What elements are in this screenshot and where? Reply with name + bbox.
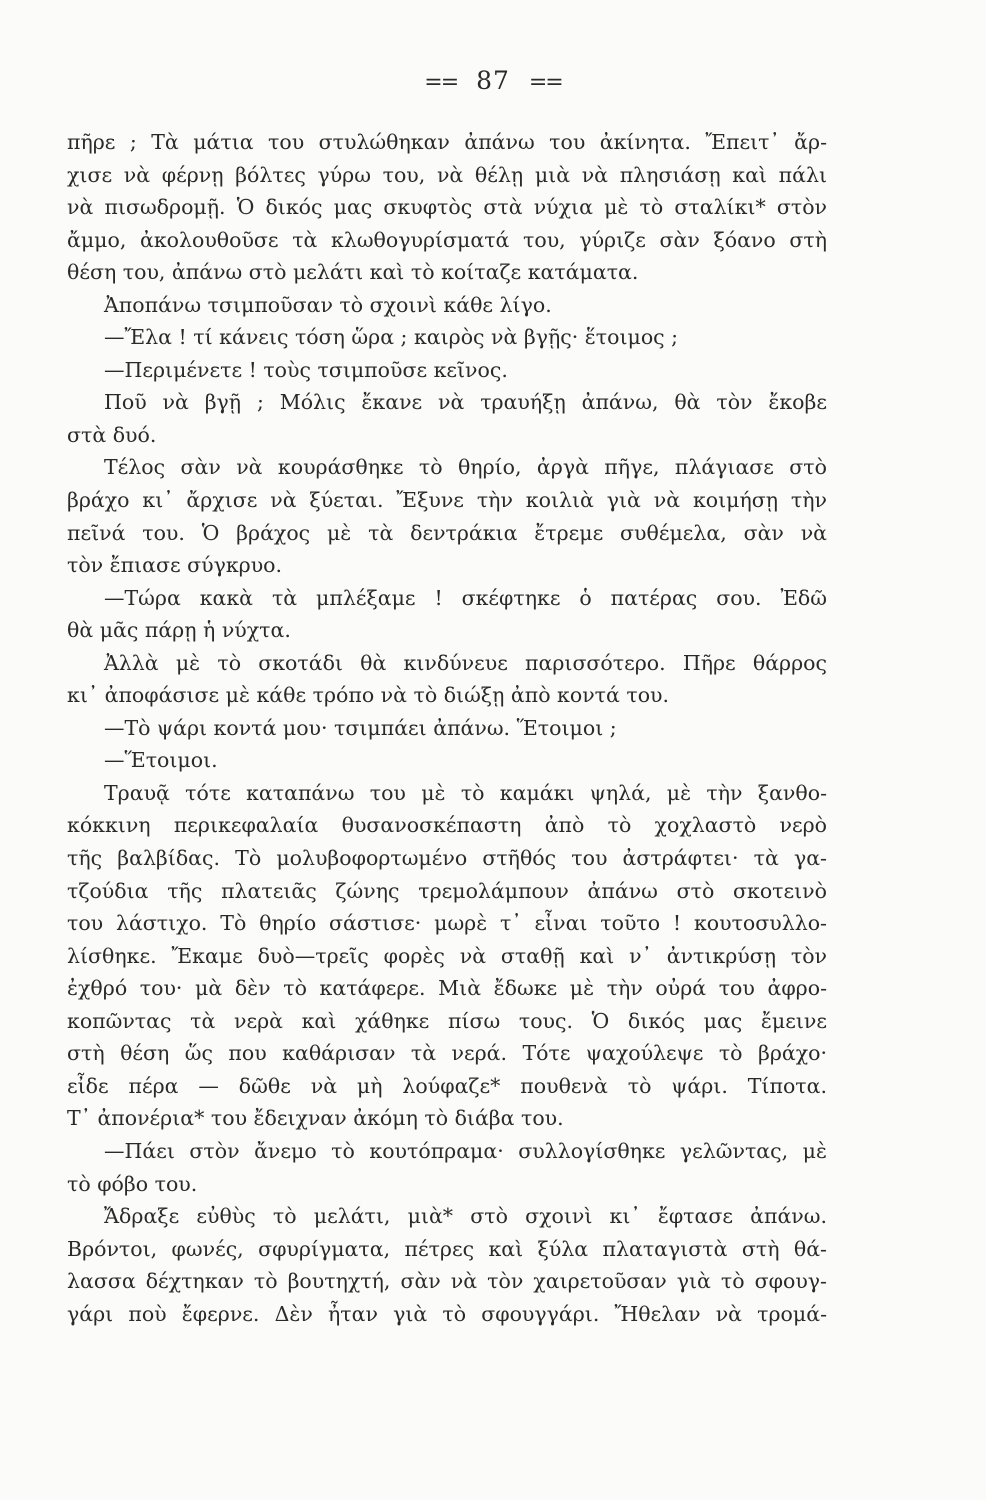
text-line: λασσα δέχτηκαν τὸ βουτηχτή, σὰν νὰ τὸν χαιρετοῦσαν γιὰ τὸ σφουγ-	[67, 1269, 827, 1294]
text-line: Ἄδραξε εὐθὺς τὸ μελάτι, μιὰ* στὸ σχοινὶ κι᾿ ἔφτασε ἀπάνω.	[104, 1204, 827, 1229]
text-line: ἄμμο, ἀκολουθοῦσε τὰ κλωθογυρίσματά του, γύριζε σὰν ξόανο στὴ	[67, 227, 827, 252]
text-line: κοπῶντας τὰ νερὰ καὶ χάθηκε πίσω τους. Ὁ δικός μας ἔμεινε	[67, 1008, 827, 1033]
right-ornament: ==	[528, 70, 562, 95]
text-line: τῆς βαλβίδας. Τὸ μολυβοφορτωμένο στῆθός του ἀστράφτει· τὰ γα-	[67, 846, 827, 871]
text-line: ἐχθρό του· μὰ δὲν τὸ κατάφερε. Μιὰ ἔδωκε μὲ τὴν οὐρά του ἀφρο-	[67, 976, 827, 1001]
left-ornament: ==	[424, 70, 458, 95]
text-line: Τραυᾷ τότε καταπάνω του μὲ τὸ καμάκι ψηλά, μὲ τὴν ξανθο-	[104, 780, 827, 805]
text-line: του λάστιχο. Τὸ θηρίο σάστισε· μωρὲ τ᾿ εἶναι τοῦτο ! κουτοσυλλο-	[67, 911, 827, 936]
text-line: πῆρε ; Τὰ μάτια του στυλώθηκαν ἀπάνω του ἀκίνητα. Ἔπειτ᾿ ἄρ-	[67, 130, 827, 154]
text-line: —Περιμένετε ! τοὺς τσιμποῦσε κεῖνος.	[104, 357, 508, 382]
text-line: χισε νὰ φέρνῃ βόλτες γύρω του, νὰ θέλῃ μιὰ νὰ πλησιάσῃ καὶ πάλι	[67, 162, 827, 187]
text-line: στὰ δυό.	[67, 422, 157, 447]
text-line: γάρι ποὺ ἔφερνε. Δὲν ἦταν γιὰ τὸ σφουγγάρι. Ἤθελαν νὰ τρομά-	[67, 1301, 827, 1326]
text-line: Ποῦ νὰ βγῇ ; Μόλις ἔκανε νὰ τραυήξῃ ἀπάνω, θὰ τὸν ἔκοβε	[104, 390, 827, 415]
body-text	[67, 126, 827, 1330]
text-line: —Τώρα κακὰ τὰ μπλέξαμε ! σκέφτηκε ὁ πατέρας σου. Ἐδῶ	[104, 585, 827, 610]
text-line: —Τὸ ψάρι κοντά μου· τσιμπάει ἀπάνω. Ἕτοιμοι ;	[104, 715, 617, 740]
page-number	[0, 66, 986, 95]
text-line: Βρόντοι, φωνές, σφυρίγματα, πέτρες καὶ ξύλα πλαταγιστὰ στὴ θά-	[67, 1236, 827, 1261]
text-line: τὸν ἔπιασε σύγκρυο.	[67, 553, 283, 578]
text-line: νὰ πισωδρομῇ. Ὁ δικός μας σκυφτὸς στὰ νύχια μὲ τὸ σταλίκι* στὸν	[67, 195, 827, 220]
text-line: βράχο κι᾿ ἄρχισε νὰ ξύεται. Ἔξυνε τὴν κοιλιὰ γιὰ νὰ κοιμήσῃ τὴν	[67, 488, 827, 513]
text-line: θέση του, ἀπάνω στὸ μελάτι καὶ τὸ κοίταζε κατάματα.	[67, 260, 639, 285]
text-line: —Ἔλα ! τί κάνεις τόση ὥρα ; καιρὸς νὰ βγῇς· ἕτοιμος ;	[104, 325, 679, 350]
text-line: Τέλος σὰν νὰ κουράσθηκε τὸ θηρίο, ἀργὰ πῆγε, πλάγιασε στὸ	[104, 455, 827, 480]
text-line: Ἀποπάνω τσιμποῦσαν τὸ σχοινὶ κάθε λίγο.	[104, 292, 552, 317]
text-line: στὴ θέση ὥς που καθάρισαν τὰ νερά. Τότε ψαχούλεψε τὸ βράχο·	[67, 1041, 827, 1066]
page-number-value: 87	[476, 66, 510, 95]
text-line: κι᾿ ἀποφάσισε μὲ κάθε τρόπο νὰ τὸ διώξῃ ἀπὸ κοντά του.	[67, 683, 670, 708]
text-line: —Πάει στὸν ἄνεμο τὸ κουτόπραμα· συλλογίσθηκε γελῶντας, μὲ	[104, 1138, 827, 1163]
text-line: —Ἕτοιμοι.	[104, 748, 218, 773]
text-line: εἶδε πέρα — δῶθε νὰ μὴ λούφαζε* πουθενὰ τὸ ψάρι. Τίποτα.	[67, 1073, 827, 1098]
text-line: πεῖνά του. Ὁ βράχος μὲ τὰ δεντράκια ἔτρεμε συθέμελα, σὰν νὰ	[67, 520, 827, 545]
text-line: τζούδια τῆς πλατειᾶς ζώνης τρεμολάμπουν ἀπάνω στὸ σκοτεινὸ	[67, 878, 827, 903]
text-line: Ἀλλὰ μὲ τὸ σκοτάδι θὰ κινδύνευε παρισσότερο. Πῆρε θάρρος	[104, 650, 827, 675]
text-line: Τ᾿ ἀπονέρια* του ἔδειχναν ἀκόμη τὸ διάβα του.	[67, 1106, 564, 1131]
text-line: κόκκινη περικεφαλαία θυσανοσκέπαστη ἀπὸ τὸ χοχλαστὸ νερὸ	[67, 813, 827, 838]
text-line: θὰ μᾶς πάρῃ ἡ νύχτα.	[67, 618, 291, 643]
text-line: τὸ φόβο του.	[67, 1171, 198, 1196]
text-line: λίσθηκε. Ἔκαμε δυὸ—τρεῖς φορὲς νὰ σταθῇ καὶ ν᾿ ἀντικρύσῃ τὸν	[67, 943, 827, 968]
